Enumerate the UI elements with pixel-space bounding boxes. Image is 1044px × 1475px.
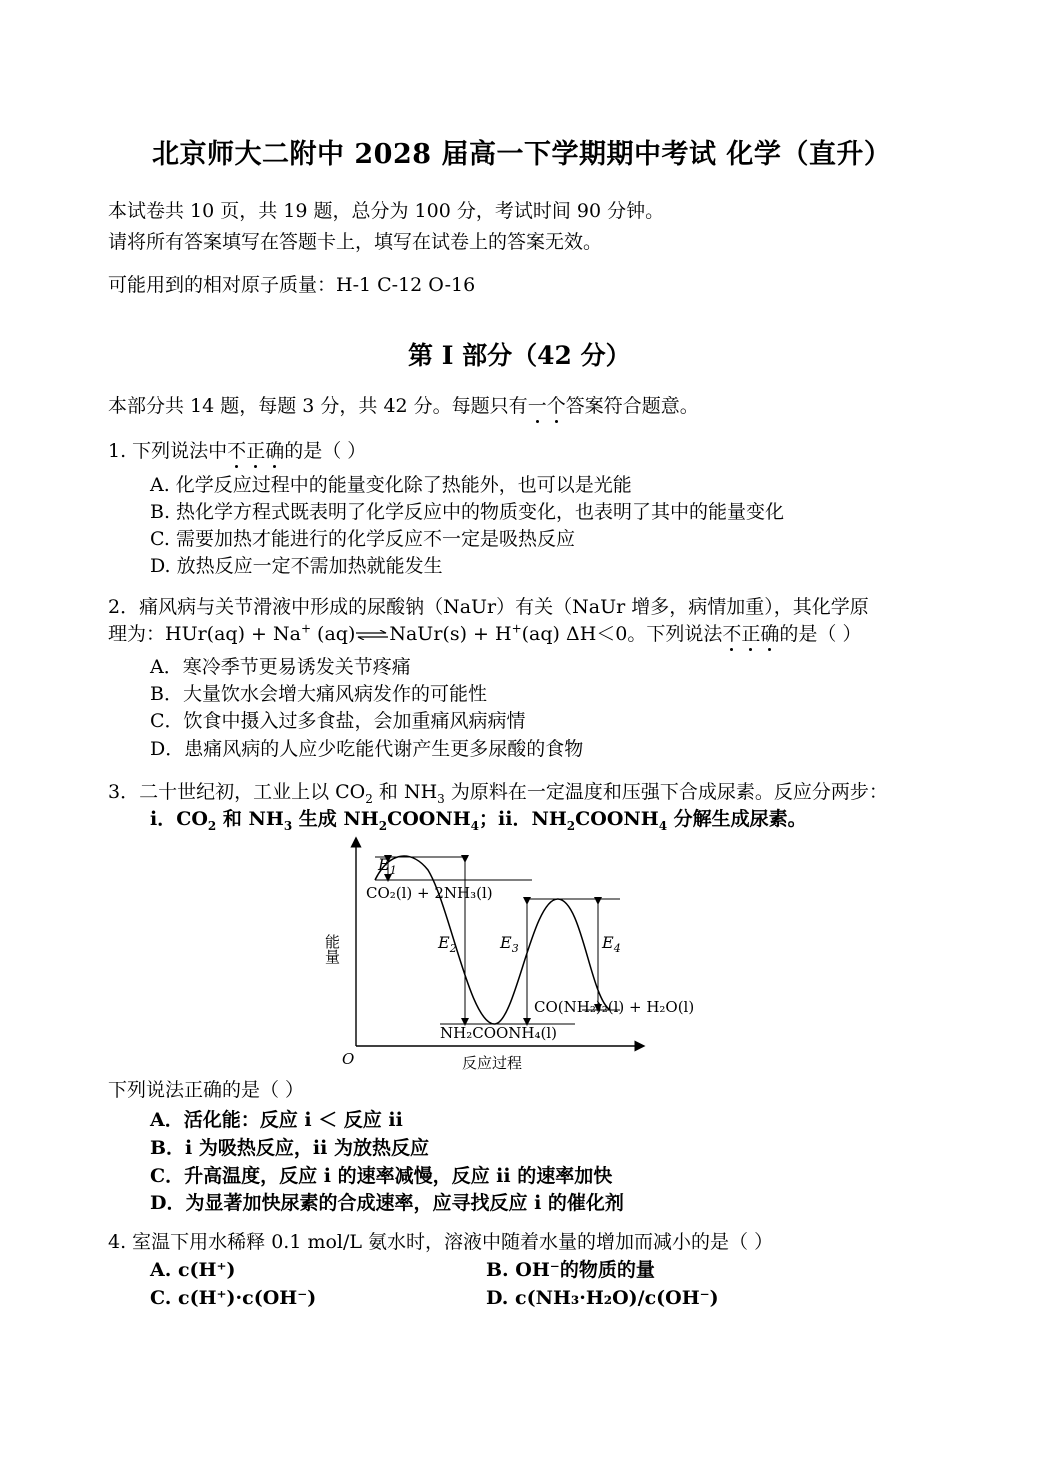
q2-option-a: A．寒冷季节更易诱发关节疼痛 (150, 656, 411, 678)
q1-emph-1: 不 (227, 440, 247, 462)
q3-stem-line2 (150, 806, 807, 832)
q2-option-b: B．大量饮水会增大痛风病发作的可能性 (150, 683, 487, 705)
q3-sub-f: 4 (658, 818, 668, 833)
products-label: CO(NH₂)₂(l) + H₂O(l) (534, 998, 695, 1016)
q2-sup-na: + (300, 621, 311, 636)
exam-info-answers: 请将所有答案填写在答题卡上，填写在试卷上的答案无效。 (108, 231, 603, 253)
q3-l1-a: 3．二十世纪初，工业上以 CO (108, 781, 366, 803)
q3-l2-e: ；ii．NH (479, 808, 567, 830)
e3-letter: E (500, 933, 512, 952)
q3-l2-f: COONH (575, 808, 659, 830)
q1-emph-3: 确 (265, 440, 285, 462)
q2-l2-d: (aq) ΔH＜0。下列说法 (521, 623, 723, 645)
emph-char-2: 个 (546, 395, 566, 417)
q4-option-a: A. c(H⁺) (150, 1259, 236, 1281)
q4-option-b: B. OH⁻的物质的量 (486, 1259, 655, 1281)
part1-intro-post: 答案符合题意。 (565, 395, 699, 417)
e2-label (437, 933, 457, 955)
e2-letter: E (438, 933, 450, 952)
q1-option-b: B. 热化学方程式既表明了化学反应中的物质变化，也表明了其中的能量变化 (150, 501, 785, 523)
atomic-masses: 可能用到的相对原子质量：H-1 C-12 O-16 (108, 274, 476, 296)
q4-stem: 4. 室温下用水稀释 0.1 mol/L 氨水时，溶液中随着水量的增加而减小的是（ ） (108, 1231, 774, 1253)
q3-l2-c: 生成 NH (292, 808, 379, 830)
q2-emph-3: 确 (760, 623, 780, 645)
part1-intro (108, 393, 699, 419)
q2-option-d: D．患痛风病的人应少吃能代谢产生更多尿酸的食物 (150, 738, 584, 760)
q2-stem-line1: 2．痛风病与关节滑液中形成的尿酸钠（NaUr）有关（NaUr 增多，病情加重），其化学原 (108, 596, 869, 618)
energy-diagram (320, 836, 740, 1076)
part1-intro-pre: 本部分共 14 题，每题 3 分，共 42 分。每题只有 (108, 395, 528, 417)
x-axis-label: 反应过程 (462, 1054, 523, 1072)
q1-option-d: D. 放热反应一定不需加热就能发生 (150, 555, 443, 577)
q4-option-c: C. c(H⁺)·c(OH⁻) (150, 1287, 317, 1309)
q2-emph-1: 不 (722, 623, 742, 645)
e4-label (601, 933, 621, 955)
q3-stem-line1 (108, 779, 888, 805)
y-axis-label: 能量 (323, 934, 341, 964)
e4-sub: 4 (613, 942, 621, 955)
part1-intro-emph (528, 395, 566, 417)
q1-stem (108, 438, 366, 464)
q3-sub-b: 3 (283, 818, 293, 833)
q3-option-c: C．升高温度，反应 i 的速率减慢，反应 ii 的速率加快 (150, 1165, 613, 1187)
origin-label: O (342, 1050, 355, 1068)
q1-stem-pre: 1. 下列说法中 (108, 440, 228, 462)
e2-sub: 2 (449, 942, 457, 955)
q3-option-b: B．i 为吸热反应，ii 为放热反应 (150, 1137, 429, 1159)
emph-char-1: 一 (527, 395, 547, 417)
exam-info-pages: 本试卷共 10 页，共 19 题，总分为 100 分，考试时间 90 分钟。 (108, 200, 665, 222)
q3-sub-d: 4 (470, 818, 480, 833)
q2-stem-line2 (108, 621, 861, 647)
equilibrium-arrow-icon (355, 630, 389, 640)
q3-option-a: A．活化能：反应 i ＜ 反应 ii (150, 1109, 403, 1131)
q3-l1-c: 为原料在一定温度和压强下合成尿素。反应分两步： (444, 781, 888, 803)
reactants-label: CO₂(l) + 2NH₃(l) (366, 884, 493, 902)
q2-emph-2: 正 (741, 623, 761, 645)
q3-l2-b: 和 NH (216, 808, 284, 830)
q3-l1-b: 和 NH (372, 781, 438, 803)
q3-l2-d: COONH (387, 808, 471, 830)
q1-option-c: C. 需要加热才能进行的化学反应不一定是吸热反应 (150, 528, 575, 550)
q3-l2-g: 分解生成尿素。 (667, 808, 807, 830)
q4-option-d: D. c(NH₃·H₂O)/c(OH⁻) (486, 1287, 719, 1309)
q3-option-d: D．为显著加快尿素的合成速率，应寻找反应 i 的催化剂 (150, 1192, 624, 1214)
q2-l2-b: (aq) (311, 623, 356, 645)
q2-sup-h: + (511, 621, 522, 636)
q3-sub-nh3: 3 (437, 791, 445, 806)
q3-sub-e: 2 (566, 818, 576, 833)
e3-sub: 3 (511, 942, 519, 955)
q1-stem-post: 的是（ ） (284, 440, 367, 462)
q3-sub-co2: 2 (365, 791, 373, 806)
e1-letter: E (378, 855, 390, 874)
q2-l2-a: 理为：HUr(aq) + Na (108, 623, 301, 645)
exam-title: 北京师大二附中 2028 届高一下学期期中考试 化学（直升） (152, 139, 892, 170)
q3-sub-a: 2 (207, 818, 217, 833)
q3-sub-c: 2 (378, 818, 388, 833)
part1-title: 第 I 部分（42 分） (408, 341, 631, 370)
q2-l2-c: NaUr(s) + H (389, 623, 512, 645)
q1-option-a: A. 化学反应过程中的能量变化除了热能外，也可以是光能 (150, 474, 632, 496)
e1-sub: 1 (389, 864, 397, 877)
q3-l2-a: i．CO (150, 808, 208, 830)
q2-option-c: C．饮食中摄入过多食盐，会加重痛风病病情 (150, 710, 526, 732)
e3-label (499, 933, 519, 955)
q3-ask: 下列说法正确的是（ ） (108, 1079, 305, 1101)
e4-letter: E (602, 933, 614, 952)
intermediate-label: NH₂COONH₄(l) (440, 1024, 558, 1042)
q2-l2-e: 的是（ ） (779, 623, 862, 645)
q1-emph-2: 正 (246, 440, 266, 462)
